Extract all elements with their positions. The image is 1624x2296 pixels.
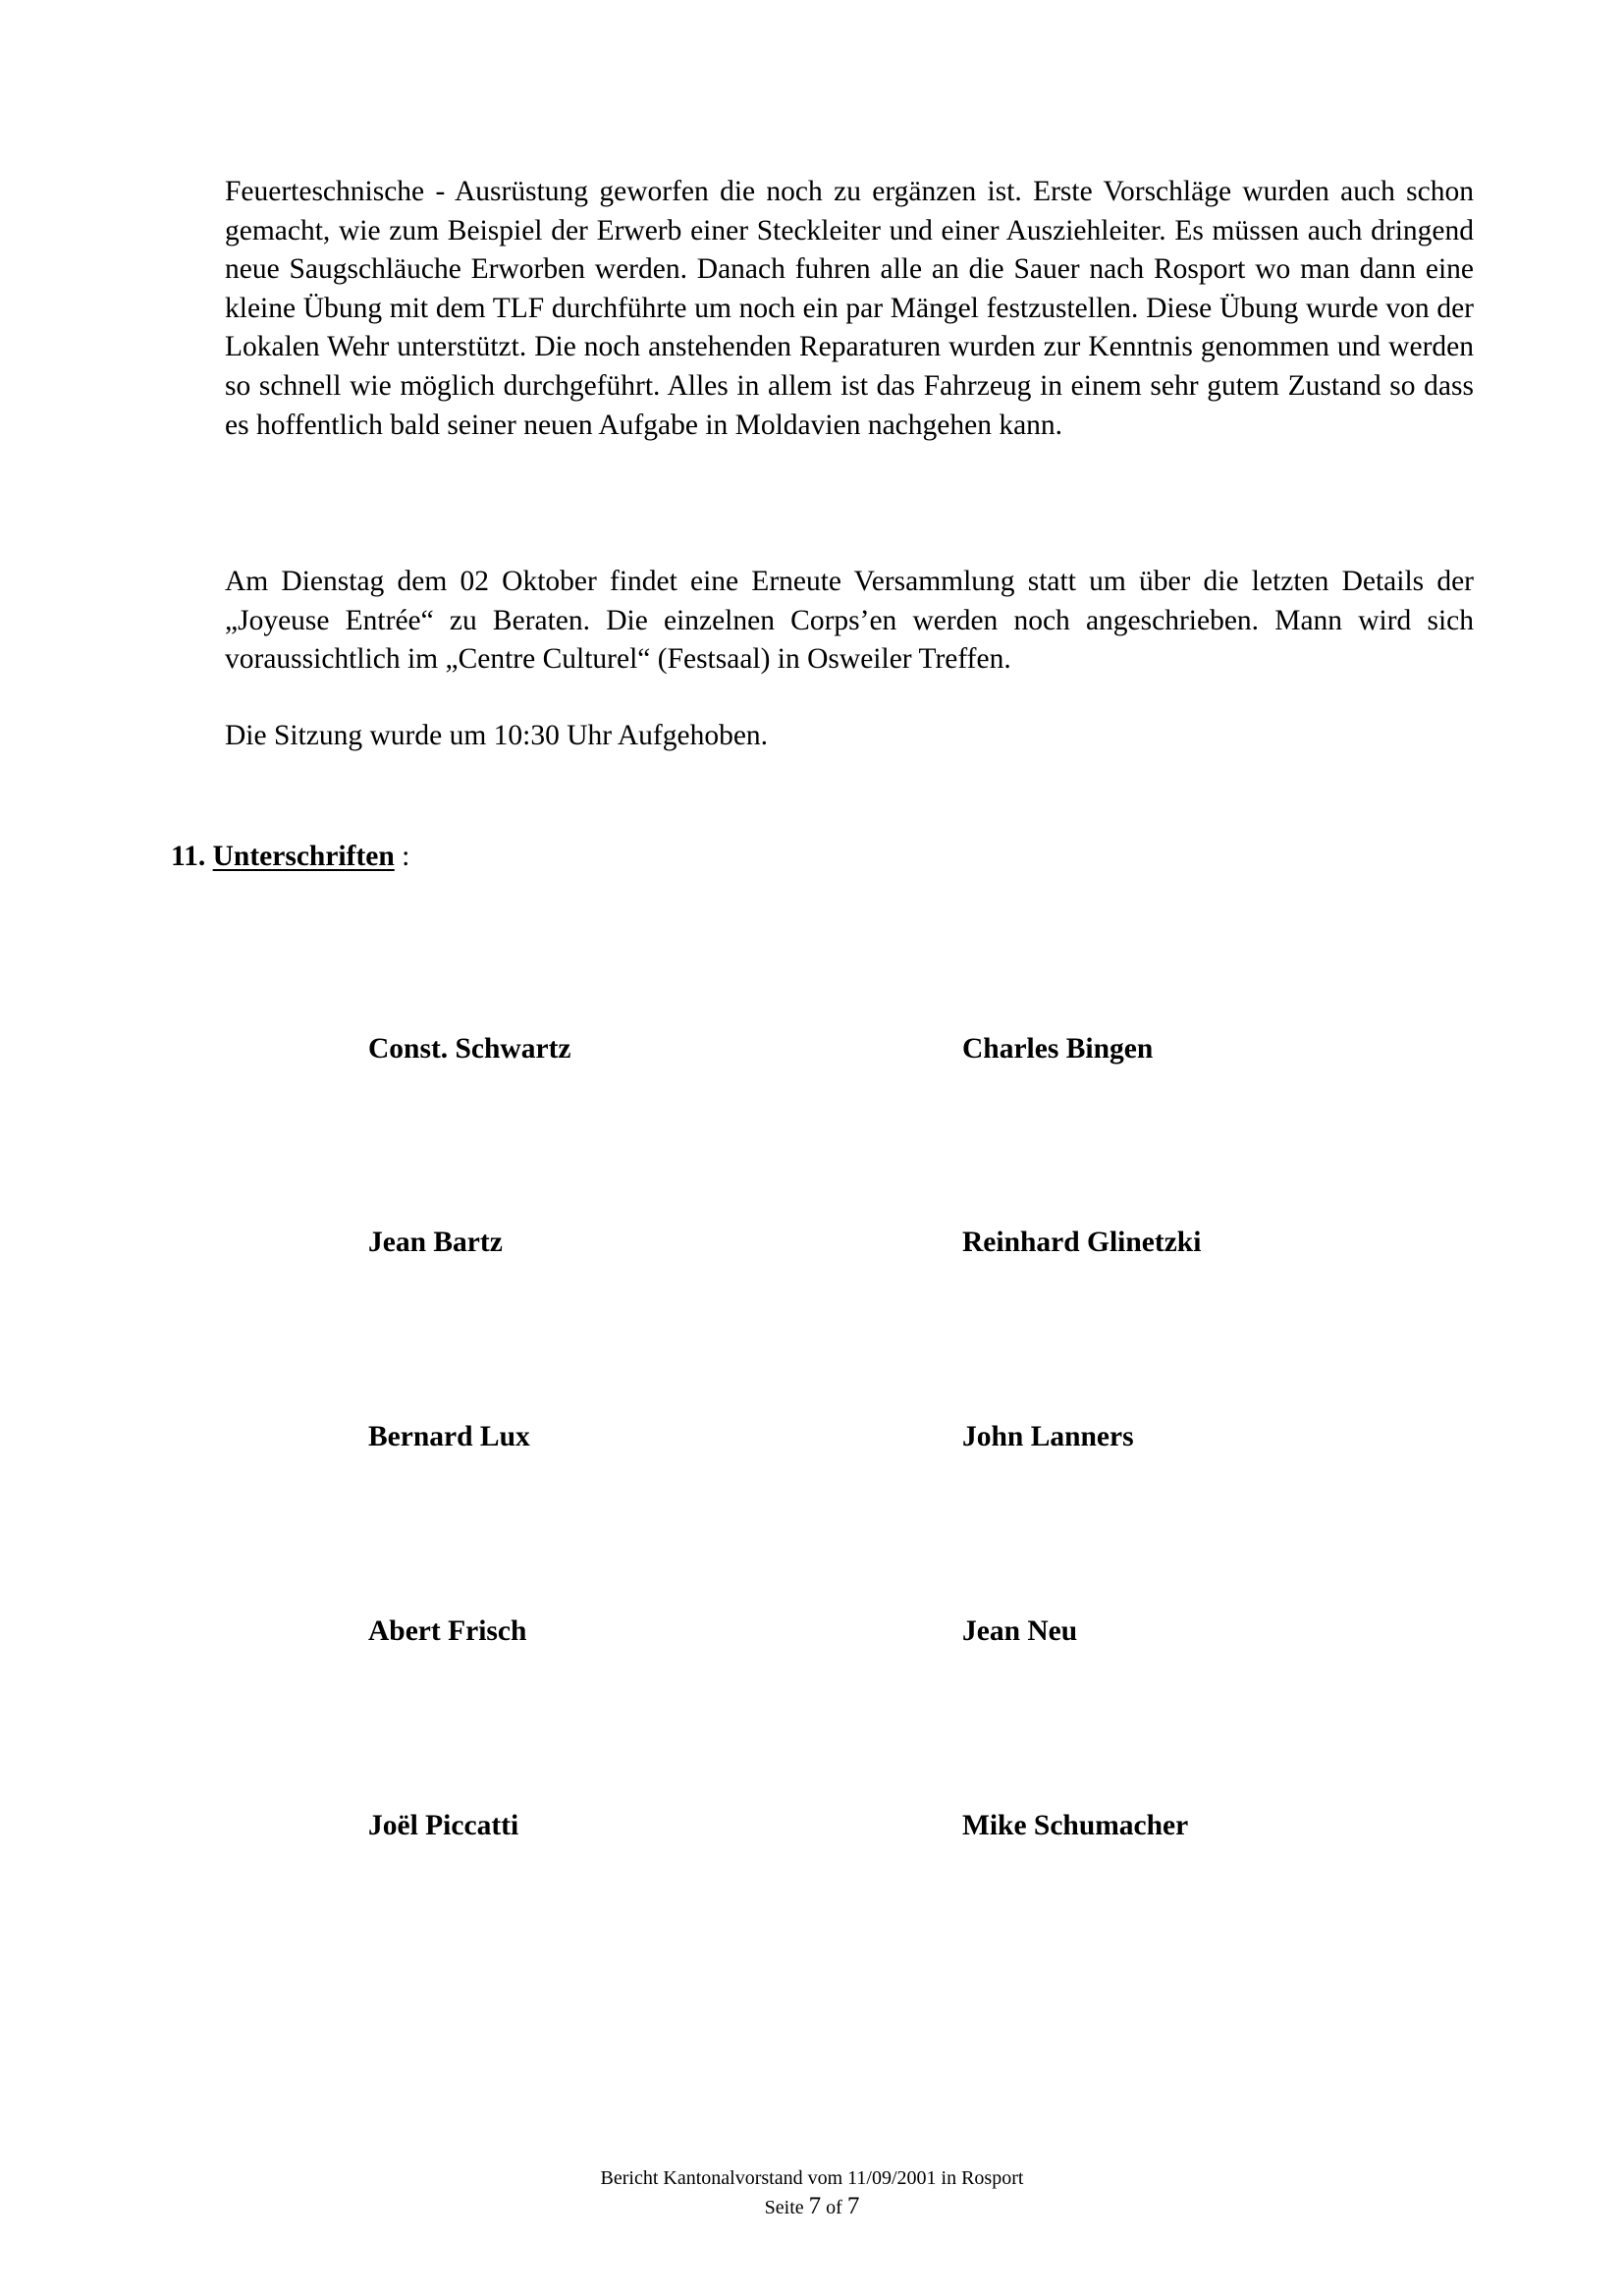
signatory-name: Const. Schwartz (368, 1033, 571, 1065)
section-suffix: : (394, 841, 410, 872)
signatory-name: Charles Bingen (962, 1033, 1154, 1065)
signatory-name: Mike Schumacher (962, 1810, 1189, 1841)
body-paragraph (225, 173, 1474, 445)
page-prefix: Seite (764, 2197, 809, 2218)
signatory-name: John Lanners (962, 1421, 1134, 1452)
body-paragraph (225, 563, 1474, 680)
footer-report-title: Bericht Kantonalvorstand vom 11/09/2001 in Rosport (600, 2167, 1024, 2189)
signatory-name: Reinhard Glinetzki (962, 1227, 1202, 1258)
section-title: Unterschriften (212, 841, 395, 872)
paragraph-text: Am Dienstag dem 02 Oktober findet eine Erneute Versammlung statt um über die letzten Details der „Joyeuse Entrée“ zu Beraten. Die einzelnen Corps’en werden noch angeschrieben. Mann wird sich voraussichtlich im „Centre Culturel“ (Festsaal) in Osweiler Treffen. (225, 566, 1474, 676)
signatory-name: Bernard Lux (368, 1421, 530, 1452)
page-current: 7 (808, 2193, 822, 2219)
body-paragraph (225, 717, 1474, 756)
signatory-name: Joël Piccatti (368, 1810, 519, 1841)
section-number: 11. (171, 841, 206, 872)
page-total: 7 (846, 2193, 860, 2219)
signatory-name: Jean Neu (962, 1615, 1078, 1647)
paragraph-text: Feuerteschnische - Ausrüstung geworfen die noch zu ergänzen ist. Erste Vorschläge wurden auch schon gemacht, wie zum Beispiel der Erwerb einer Steckleiter und einer Ausziehleiter. Es müssen auch dringend neue Saugschläuche Erworben werden. Danach fuhren alle an die Sauer nach Rosport wo man dann eine kleine Übung mit dem TLF durchführte um noch ein par Mängel festzustellen. Diese Übung wurde von der Lokalen Wehr unterstützt. Die noch anstehenden Reparaturen wurden zur Kenntnis genommen und werden so schnell wie möglich durchgeführt. Alles in allem ist das Fahrzeug in einem sehr gutem Zustand so dass es hoffentlich bald seiner neuen Aufgabe in Moldavien nachgehen kann. (225, 176, 1474, 441)
page-of: of (821, 2197, 847, 2218)
section-heading (171, 837, 409, 876)
footer-page-number (0, 2194, 1624, 2220)
signatory-name: Jean Bartz (368, 1227, 503, 1258)
signatory-name: Abert Frisch (368, 1615, 527, 1647)
paragraph-text: Die Sitzung wurde um 10:30 Uhr Aufgehoben. (225, 720, 769, 751)
